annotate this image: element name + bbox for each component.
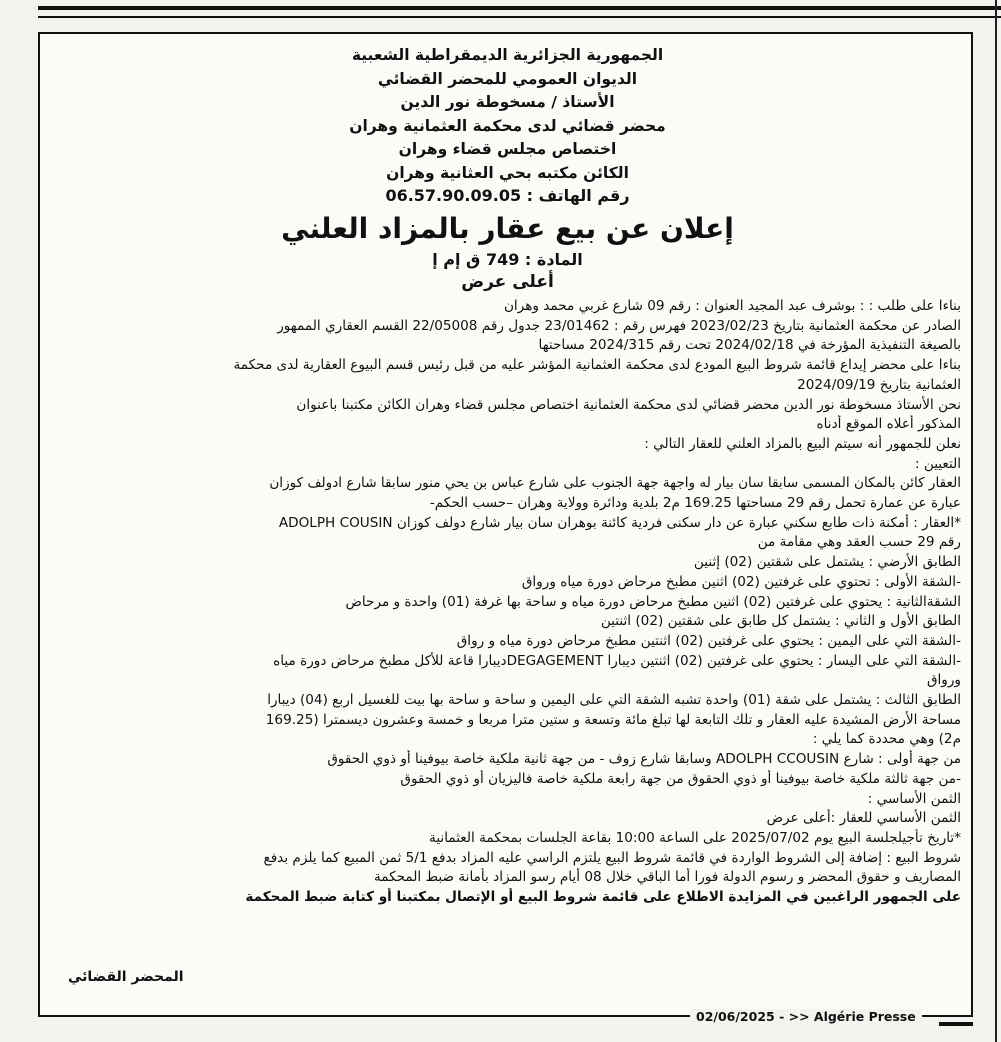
- body-line: رقم 29 حسب العقد وهي مقامة من: [757, 534, 961, 551]
- body-line: *العقار : أمكنة ذات طابع سكني عبارة عن دار سكنى فردية كائنة بوهران سان بيار شارع دولف كوزان ADOLPH COUSIN: [278, 514, 961, 531]
- body-line: العقار كائن بالمكان المسمى سابقا سان بيار له واجهة جهة الجنوب على شارع عباس بن يحي منور سابقا شارع ادولف كوزان: [269, 475, 961, 492]
- top-border: [38, 6, 1001, 18]
- column-divider: [995, 0, 997, 1042]
- body-line: العثمانية بتاريخ 2024/09/19: [797, 376, 961, 393]
- body-line: بناءا على محضر إيداع قائمة شروط البيع المودع لدى محكمة العثمانية المؤشر عليه من قبل رئيس قسم البيوع العقارية لدى محكمة: [233, 357, 961, 374]
- announcement-frame: [38, 32, 973, 1017]
- header-jurisdiction: اختصاص مجلس قضاء وهران: [398, 140, 617, 158]
- body-line: التعيين :: [914, 455, 961, 472]
- source-footer: 02/06/2025 - >> Algérie Presse: [690, 1009, 922, 1024]
- body-line: -من جهة ثالثة ملكية خاصة بيوفينا أو ذوي الحقوق من جهة رابعة ملكية خاصة فاليزيان أو ذوي الحقوق: [400, 770, 961, 787]
- header-phone: رقم الهاتف : 06.57.90.09.05: [385, 186, 630, 205]
- body-line: بالصيغة التنفيذية المؤرخة في 2024/02/18 تحت رقم 2024/315 مساحتها: [538, 337, 961, 354]
- body-line: الطابق الأول و الثاني : يشتمل كل طابق على شقتين (02) اثنتين: [600, 613, 961, 630]
- body-line: على الجمهور الراغبين في المزايدة الاطلاع على قائمة شروط البيع أو الإتصال بمكتبنا أو كتابة ضبط المحكمة: [245, 889, 961, 906]
- article-reference: المادة : 749 ق إم إ: [432, 250, 583, 269]
- body-line: الثمن الأساسي للعقار :أعلى عرض: [766, 810, 961, 827]
- body-line: الطابق الثالث : يشتمل على شقة (01) واحدة تشبه الشقة التي على اليمين و ساحة و ساحة بها بيت للغسيل اربع (04) ديبارا: [267, 692, 961, 709]
- announcement-body: [54, 297, 961, 908]
- body-line: الطابق الأرضي : يشتمل على شقتين (02) إثنين: [693, 554, 961, 571]
- body-line: الصادر عن محكمة العثمانية بتاريخ 2023/02/23 فهرس رقم : 23/01462 جدول رقم 22/05008 القسم العقاري الممهور: [277, 317, 961, 334]
- header-court: محضر قضائي لدى محكمة العثمانية وهران: [349, 116, 666, 135]
- bottom-rule: [939, 1022, 973, 1026]
- body-line: المصاريف و حقوق المحضر و رسوم الدولة فورا أما الباقي خلال 08 أيام رسو المزاد بأمانة ضبط المحكمة: [374, 869, 961, 886]
- body-line: عبارة عن عمارة تحمل رقم 29 مساحتها 169.25 م2 بلدية ودائرة وولاية وهران –حسب الحكم-: [429, 495, 961, 512]
- body-line: شروط البيع : إضافة إلى الشروط الواردة في قائمة شروط البيع يلتزم الراسي عليه المزاد بدفع 5/1 ثمن المبيع كما يلزم بدفع: [263, 849, 961, 866]
- bailiff-signature: المحضر القضائي: [68, 969, 184, 985]
- best-offer-label: أعلى عرض: [461, 272, 554, 292]
- body-line: نحن الأستاذ مسخوطة نور الدين محضر قضائي لدى محكمة العثمانية اختصاص مجلس قضاء وهران الكائن مكتبنا باعنوان: [296, 396, 961, 413]
- body-line: بناءا على طلب : : بوشرف عبد المجيد العنوان : رقم 09 شارع غربي محمد وهران: [503, 298, 961, 314]
- body-line: -الشقة التي على اليسار : يحتوي على غرفتين (02) اثنتين ديبارا DEGAGEMENTديبارا قاعة للأكل مطبخ مرحاض دورة مياه: [273, 652, 961, 669]
- header-republic: الجمهورية الجزائرية الديمقراطية الشعبية: [351, 46, 664, 64]
- announcement-content: [54, 44, 961, 908]
- body-line: مساحة الأرض المشيدة عليه العقار و تلك التابعة لها تبلغ مائة وتسعة و ستين مترا مربعا و خمسة وعشرون ديسمترا (169.25: [265, 711, 961, 728]
- body-line: م2) وهي محددة كما يلي :: [812, 731, 961, 748]
- body-line: من جهة أولى : شارع ADOLPH CCOUSIN وسابقا شارع زوف - من جهة ثانية ملكية خاصة بيوفينا أو ذوي الحقوق: [327, 751, 961, 768]
- body-line: نعلن للجمهور أنه سيتم البيع بالمزاد العلني للعقار التالي :: [644, 435, 961, 452]
- header-bailiff-name: الأستاذ / مسخوطة نور الدين: [400, 93, 615, 111]
- body-line: المذكور أعلاه الموقع أدناه: [816, 416, 961, 433]
- announcement-title: إعلان عن بيع عقار بالمزاد العلني: [281, 212, 734, 245]
- body-line: ورواق: [926, 672, 961, 689]
- body-line: -الشقة التي على اليمين : يحتوي على غرفتين (02) اثنتين مطبخ مرحاض دورة مياه و رواق: [456, 632, 961, 649]
- announcement-header: [54, 44, 961, 293]
- body-line: -الشقة الأولى : تحتوي على غرفتين (02) اثنين مطبخ مرحاض دورة مياه ورواق: [521, 573, 961, 590]
- header-office: الديوان العمومي للمحضر القضائي: [377, 69, 638, 88]
- body-line: الشقةالثانية : يحتوي على غرفتين (02) اثنين مطبخ مرحاض دورة مياه و ساحة بها غرفة (01) واحدة و مرحاض: [345, 593, 961, 610]
- body-line: الثمن الأساسي :: [867, 790, 961, 807]
- body-line: *تاريخ تأجيلجلسة البيع يوم 2025/07/02 على الساعة 10:00 بقاعة الجلسات بمحكمة العثمانية: [429, 829, 961, 846]
- header-address: الكائن مكتبه بحي العثانية وهران: [386, 163, 629, 182]
